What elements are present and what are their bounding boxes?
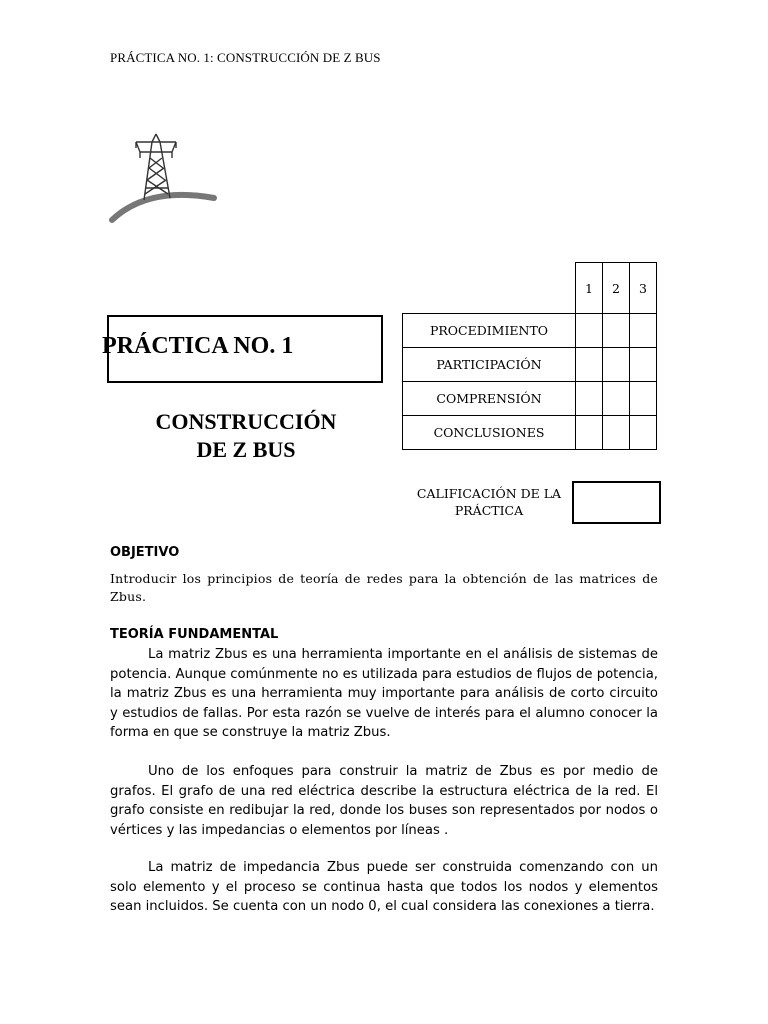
theory-paragraph-3: La matriz de impedancia Zbus puede ser construida comenzando con un solo elemento y el proceso se continua hasta que todos los nodos y elementos sean incluidos. Se cuenta con un nodo 0, el cual considera las conexiones a tierra. [110,860,658,914]
running-header: PRÁCTICA NO. 1: CONSTRUCCIÓN DE Z BUS [110,50,381,65]
table-row [403,416,657,450]
subtitle-line-1: CONSTRUCCIÓN [155,409,337,434]
practice-subtitle [126,408,366,464]
criterion-label: CONCLUSIONES [403,416,576,450]
theory-paragraph-1: La matriz Zbus es una herramienta importante en el análisis de sistemas de potencia. Aunque comúnmente no es utilizada para estudios de flujos de potencia, la matriz Zbus es una herramienta muy importante para análisis de corto circuito y estudios de fallas. Por esta razón se vuelve de interés para el alumno conocer la forma en que se construye la matriz Zbus. [110,647,658,740]
column-header-1: 1 [576,263,603,314]
grade-cell[interactable] [630,416,657,450]
grade-cell[interactable] [603,314,630,348]
grade-cell[interactable] [576,348,603,382]
grade-label-line-2: PRÁCTICA [454,503,524,518]
practice-title: PRÁCTICA NO. 1 [102,333,294,359]
criterion-label: COMPRENSIÓN [403,382,576,416]
grade-cell[interactable] [630,348,657,382]
criterion-label: PROCEDIMIENTO [403,314,576,348]
grade-cell[interactable] [603,348,630,382]
theory-paragraph-2: Uno de los enfoques para construir la matriz de Zbus es por medio de grafos. El grafo de una red eléctrica describe la estructura eléctrica de la red. El grafo consiste en redibujar la red, donde los buses son representados por nodos o vértices y las impedancias o elementos por líneas . [110,764,658,838]
column-header-3: 3 [630,263,657,314]
grade-label-line-1: CALIFICACIÓN DE LA [416,486,562,501]
subtitle-line-2: DE Z BUS [196,437,296,462]
table-row [403,314,657,348]
criterion-label: PARTICIPACIÓN [403,348,576,382]
evaluation-table [402,262,657,450]
grade-cell[interactable] [603,416,630,450]
table-header-row [403,263,657,314]
theory-heading: TEORÍA FUNDAMENTAL [110,627,279,642]
grade-label [408,485,570,519]
table-row [403,382,657,416]
grade-cell[interactable] [576,314,603,348]
grade-cell[interactable] [630,382,657,416]
grade-cell[interactable] [630,314,657,348]
transmission-tower-icon [108,128,220,228]
grade-cell[interactable] [576,416,603,450]
column-header-2: 2 [603,263,630,314]
grade-box[interactable] [572,481,661,524]
grade-cell[interactable] [603,382,630,416]
grade-cell[interactable] [576,382,603,416]
table-row [403,348,657,382]
objective-text: Introducir los principios de teoría de redes para la obtención de las matrices de Zbus. [110,571,658,604]
objective-heading: OBJETIVO [110,545,180,560]
